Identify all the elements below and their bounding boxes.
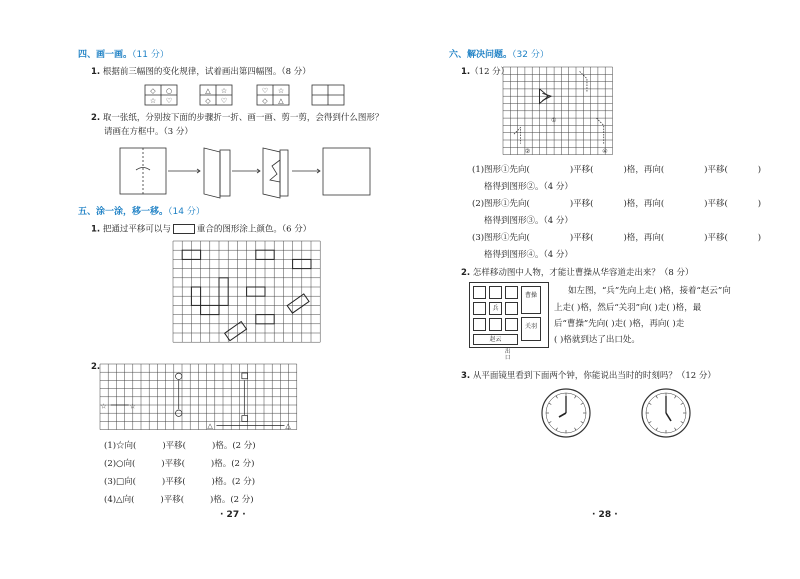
section-6-points: （32 分） — [512, 50, 549, 60]
svg-text:①: ① — [551, 116, 557, 124]
fill-c: )格，再向( — [623, 165, 665, 175]
question-5-2 — [91, 362, 100, 373]
section-6-title — [449, 50, 549, 61]
fill-a: (1)图形①先向( — [472, 165, 530, 175]
fill-c: )格，再向( — [623, 199, 665, 209]
question-6-3 — [461, 371, 716, 382]
clock-1 — [540, 387, 592, 439]
reference-rectangle — [173, 224, 195, 234]
fill-a: (3)图形①先向( — [472, 233, 530, 243]
fill-row-3 — [104, 477, 255, 488]
svg-text:△: △ — [278, 97, 284, 105]
cell-guanyu: 关羽 — [521, 317, 541, 341]
svg-text:◇: ◇ — [262, 97, 268, 105]
fill-b: )平移( — [569, 165, 594, 175]
question-number: 3. — [461, 371, 471, 381]
section-4-points: （11 分） — [132, 50, 169, 60]
question-number: 1. — [91, 67, 101, 77]
svg-text:◇: ◇ — [150, 87, 156, 95]
fill-b: )平移( — [160, 495, 185, 505]
huarong-line-2: 上走( )格，然后“关羽”向( )走( )格，最 — [554, 303, 702, 313]
fill-a: (1)☆向( — [104, 441, 137, 451]
fill-row-1 — [472, 165, 761, 176]
question-number: 2. — [461, 268, 471, 278]
cell-bing: 兵 — [489, 302, 502, 315]
fill-c: )格。(2 分) — [210, 495, 254, 505]
folding-steps — [120, 148, 370, 198]
fill-e: ) — [757, 199, 762, 209]
fill-a: (2)图形①先向( — [472, 199, 530, 209]
section-4-label: 四、画一画。 — [78, 50, 133, 60]
svg-text:◇: ◇ — [205, 97, 211, 105]
question-number: 2. — [91, 113, 101, 123]
translation-grid — [173, 241, 321, 348]
pattern-sequence — [145, 85, 345, 107]
fill-b: )平移( — [162, 441, 186, 451]
fill-row-2-tail: 格得到图形③。（4 分） — [484, 216, 573, 226]
question-5-1 — [91, 224, 311, 236]
huarong-line-1: 如左图，“兵”先向上走( )格，接着“赵云”向 — [568, 286, 731, 296]
svg-text:♡: ♡ — [261, 87, 269, 95]
question-text-line2: 请画在方框中。（3 分） — [104, 127, 193, 137]
svg-text:☆: ☆ — [129, 402, 136, 411]
huarong-line-4: ( )格就到达了出口处。 — [554, 335, 640, 345]
question-number: 1. — [461, 67, 471, 77]
svg-text:♡: ♡ — [165, 97, 173, 105]
fill-b: )平移( — [161, 459, 185, 469]
question-number: 2. — [91, 362, 101, 372]
svg-text:☆: ☆ — [220, 87, 228, 95]
fill-c: )格。(2 分) — [212, 441, 256, 451]
question-6-1 — [461, 67, 509, 78]
fill-c: )格，再向( — [623, 233, 665, 243]
fill-row-2 — [472, 199, 761, 210]
section-6-label: 六、解决问题。 — [449, 50, 513, 60]
section-5-title — [78, 207, 205, 218]
fill-b: )平移( — [569, 199, 594, 209]
huarong-board — [469, 282, 549, 348]
fill-row-2 — [104, 459, 254, 470]
question-text: 取一张纸，分别按下面的步骤折一折、画一画、剪一剪，会得到什么图形？ — [102, 113, 384, 123]
question-text: 从平面镜里看到下面两个钟，你能说出当时的时刻吗？（12 分） — [472, 371, 716, 381]
svg-text:♡: ♡ — [220, 97, 228, 105]
fill-c: )格。(2 分) — [211, 477, 256, 487]
question-text-b: 重合的图形涂上颜色。（6 分） — [196, 224, 312, 235]
fill-a: (2)○向( — [104, 459, 136, 469]
section-5-label: 五、涂一涂，移一移。 — [78, 207, 169, 217]
svg-text:☆: ☆ — [277, 87, 285, 95]
section-4-title — [78, 50, 169, 61]
board-exit: 出口 — [505, 349, 511, 361]
question-6-2 — [461, 268, 693, 279]
page-number-right: · 28 · — [592, 510, 618, 520]
question-points: （12 分） — [470, 67, 510, 77]
cell-zhaoyun: 赵云 — [473, 334, 518, 345]
fill-d: )平移( — [704, 165, 728, 175]
fill-e: ) — [757, 165, 762, 175]
question-number: 1. — [91, 224, 101, 235]
question-4-2 — [91, 113, 383, 124]
svg-text:△: △ — [285, 421, 291, 430]
figure-move-grid — [503, 67, 613, 159]
question-text-a: 把通过平移可以与 — [102, 224, 171, 235]
svg-text:△: △ — [207, 421, 213, 430]
fill-e: ) — [757, 233, 762, 243]
fill-a: (3)□向( — [104, 477, 136, 487]
section-5-points: （14 分） — [168, 207, 205, 217]
fill-d: )平移( — [704, 199, 728, 209]
fill-row-3-tail: 格得到图形④。（4 分） — [484, 250, 573, 260]
fill-b: )平移( — [569, 233, 594, 243]
question-text: 根据前三幅图的变化规律，试着画出第四幅图。（8 分） — [102, 67, 311, 77]
question-4-1 — [91, 67, 311, 78]
fill-row-4 — [104, 495, 254, 506]
svg-text:④: ④ — [602, 148, 608, 156]
fill-row-3 — [472, 233, 761, 244]
svg-text:☆: ☆ — [100, 402, 107, 411]
svg-text:○: ○ — [165, 87, 173, 95]
fill-a: (4)△向( — [104, 495, 135, 505]
fill-row-1 — [104, 441, 256, 452]
question-text: 怎样移动图中人物，才能让曹操从华容道走出来？（8 分） — [472, 268, 694, 278]
fill-d: )平移( — [704, 233, 728, 243]
fill-c: )格。(2 分) — [210, 459, 255, 469]
svg-text:△: △ — [205, 87, 211, 95]
fill-b: )平移( — [161, 477, 186, 487]
shape-move-grid — [100, 364, 297, 434]
cell-caocao: 曹操 — [521, 286, 541, 314]
page-number-left: · 27 · — [220, 510, 246, 520]
fill-row-1-tail: 格得到图形②。（4 分） — [484, 182, 573, 192]
clock-2 — [640, 387, 692, 439]
svg-text:②: ② — [524, 148, 531, 156]
huarong-line-3: 后“曹操”先向( )走( )格，再向( )走 — [554, 319, 685, 329]
svg-text:☆: ☆ — [149, 97, 157, 105]
